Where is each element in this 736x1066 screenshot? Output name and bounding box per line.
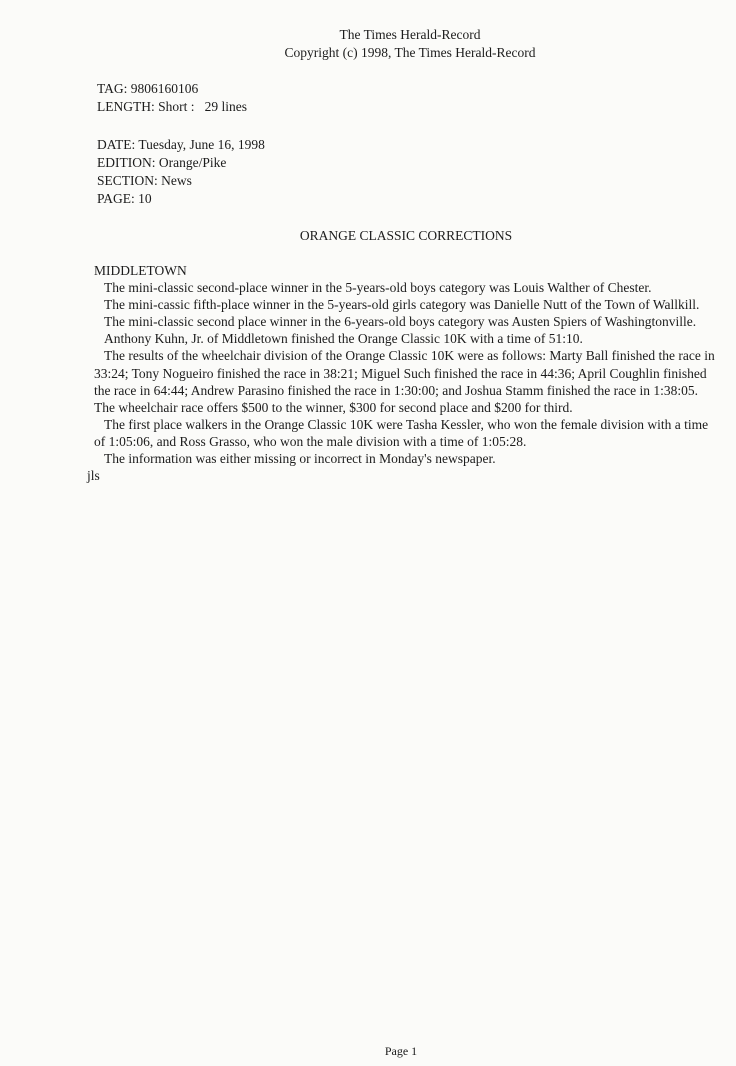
article-signature: jls (87, 468, 100, 484)
meta-section: SECTION: News (97, 173, 192, 188)
meta-block-date (97, 136, 265, 208)
meta-block-tag (97, 80, 247, 116)
meta-tag: TAG: 9806160106 (97, 81, 199, 96)
article-paragraph: The mini-cassic fifth-place winner in the 5-years-old girls category was Danielle Nutt of the Town of Wallkill. (104, 297, 700, 313)
article-paragraph: The information was either missing or incorrect in Monday's newspaper. (104, 451, 496, 467)
document-header (0, 26, 736, 62)
article-paragraph: The first place walkers in the Orange Classic 10K were Tasha Kessler, who won the female division with a time of 1:05:06, and Ross Grasso, who won the male division with a time of 1:05:28. (94, 416, 709, 449)
copyright-line: Copyright (c) 1998, The Times Herald-Record (284, 45, 536, 60)
meta-date: DATE: Tuesday, June 16, 1998 (97, 137, 265, 152)
article-paragraph: The results of the wheelchair division of the Orange Classic 10K were as follows: Marty Ball finished the race in 33:24; Tony Nogueiro finished the race in 38:21; Miguel Such finished the race in 44:36; April Coughlin finished the race in 64:44; Andrew Parasino finished the race in 1:30:00; and Joshua Stamm finished the race in 1:38:05. The wheelchair race offers $500 to the winner, $300 for second place and $200 for third. (94, 348, 715, 415)
article-headline: ORANGE CLASSIC CORRECTIONS (299, 228, 513, 243)
publication-name: The Times Herald-Record (339, 27, 481, 42)
article-body (87, 262, 716, 484)
meta-edition: EDITION: Orange/Pike (97, 155, 227, 170)
meta-page: PAGE: 10 (97, 191, 152, 206)
article-paragraph: The mini-classic second place winner in the 6-years-old boys category was Austen Spiers of Washingtonville. (104, 314, 697, 330)
meta-length: LENGTH: Short : 29 lines (97, 99, 247, 114)
article-dateline: MIDDLETOWN (94, 263, 187, 278)
article-paragraph: The mini-classic second-place winner in the 5-years-old boys category was Louis Walther of Chester. (104, 280, 652, 296)
article-paragraph: Anthony Kuhn, Jr. of Middletown finished the Orange Classic 10K with a time of 51:10. (104, 331, 583, 347)
page-number: Page 1 (384, 1044, 418, 1058)
